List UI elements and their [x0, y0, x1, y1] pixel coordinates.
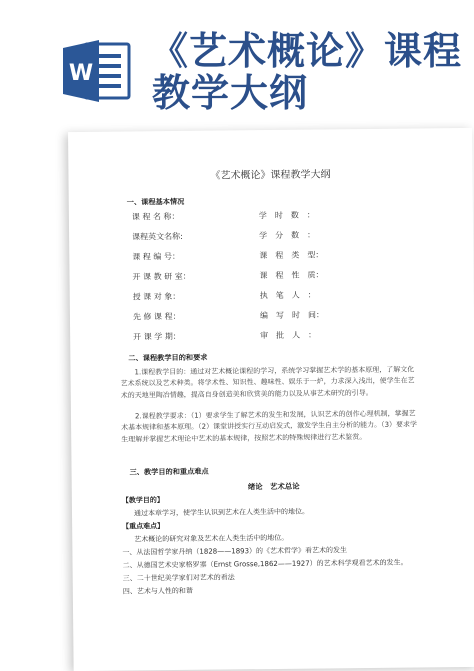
- info-course-name: 课 程 名 称：: [131, 211, 180, 222]
- svg-text:W: W: [68, 61, 94, 86]
- info-audience: 授 课 对 象：: [132, 291, 181, 302]
- banner-title-line2: 教学大纲: [152, 71, 309, 115]
- document-title: 《艺术概论》课程教学大纲: [210, 169, 331, 182]
- key-points-text: 艺术概论的研究对象及艺术在人类生活中的地位。: [134, 533, 289, 544]
- info-writer: 执 笔 人 ：: [259, 290, 316, 301]
- info-course-nature: 课 程 性 质：: [259, 270, 324, 281]
- info-write-date: 编 写 时 间：: [259, 310, 324, 321]
- outline-item: 二、从德国艺术史家格罗塞（Ernst Grosse,1862——1927）的艺术科学观看艺术的发生。: [122, 558, 408, 570]
- paragraph-teaching-requirement: 2.课程教学要求：（1）要求学生了解艺术的发生和发展，认识艺术的创作心理机制，掌握艺术基本规律和基本原理。（2）课堂讲授实行互动启发式，激发学生自主分析的能力。（3）要求学生理解并掌握艺术理论中艺术的基本规律，按照艺术的特殊规律进行艺术鉴赏。: [121, 409, 418, 444]
- paragraph-teaching-goal: 1.课程教学目的：通过对艺术概论课程的学习，系统学习掌握艺术学的基本原理，了解文化艺术系统以及艺术种类。将学术性、知识性、趣味性、娱乐于一炉，力求深入浅出，使学生在艺术的天地里陶冶情趣，提高自身创造美和欣赏美的能力以及从事艺术研究的引导。: [120, 365, 415, 400]
- chapter-title: 绪论 艺术总论: [247, 481, 300, 492]
- section-heading-goals: 二、课程教学目的和要求: [128, 352, 208, 363]
- word-icon: [63, 38, 131, 104]
- info-approver: 审 批 人 ：: [260, 330, 317, 341]
- info-semester: 开 课 学 期：: [133, 331, 181, 342]
- info-course-code: 课 程 编 号：: [132, 251, 181, 262]
- info-course-type: 课 程 类 型：: [259, 250, 324, 261]
- outline-item: 一、从法国哲学家丹纳（1828——1893）的《艺术哲学》看艺术的发生: [122, 546, 348, 557]
- section-heading-basic-info: 一、课程基本情况: [126, 196, 185, 207]
- goal-text: 通过本章学习，使学生认识到艺术在人类生活中的地位。: [133, 507, 310, 518]
- info-credits: 学 分 数 ：: [259, 230, 316, 241]
- document-page: [68, 128, 474, 671]
- info-department: 开 课 教 研 室：: [132, 271, 191, 282]
- outline-item: 四、艺术与人性的和谐: [122, 586, 193, 596]
- key-points-heading: 【重点难点】: [122, 522, 165, 531]
- info-prerequisite: 先 修 课 程：: [132, 311, 181, 322]
- goal-heading: 【教学目的】: [121, 496, 164, 505]
- header-banner: [0, 0, 474, 115]
- banner-title-line1: 《艺术概论》课程: [150, 29, 463, 73]
- info-course-english-name: 课程英文名称:: [132, 231, 183, 242]
- info-hours: 学 时 数 ：: [258, 210, 315, 221]
- section-heading-key-points: 三、教学目的和重点难点: [129, 466, 209, 477]
- outline-item: 三、二十世纪美学家们对艺术的看法: [122, 573, 235, 583]
